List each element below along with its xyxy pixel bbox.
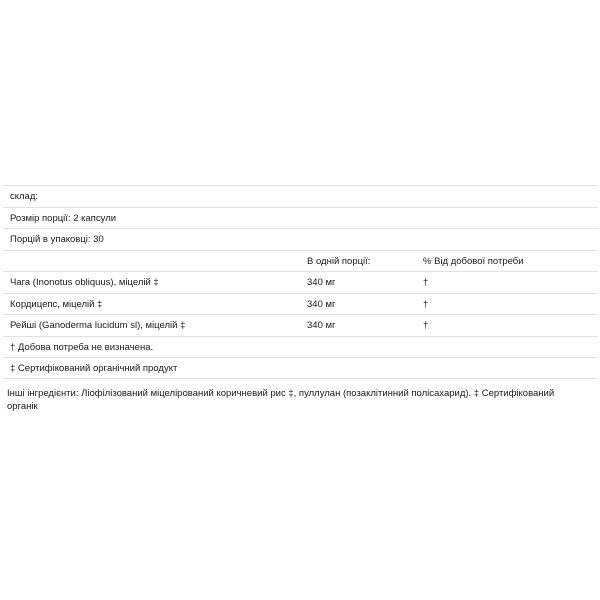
ingredient-name: Кордицепс, міцелій ‡	[10, 298, 103, 310]
ingredient-row	[3, 293, 598, 315]
serving-size-row	[3, 207, 598, 229]
ingredient-name: Рейші (Ganoderma lucidum sl), міцелій ‡	[10, 320, 186, 331]
other-ingredients: Інші інгредієнти: Ліофілізований міцелірований коричневий рис ‡, пуллулан (позаклітинний полісахарид). ‡ Сертифікований органік	[7, 388, 555, 412]
ingredient-amount: 340 мг	[307, 277, 336, 288]
footnote-organic: ‡ Сертифікований органічний продукт	[10, 363, 178, 374]
dv-column-header: % Від добової потреби	[423, 255, 524, 267]
footnote-dv: † Добова потреба не визначена.	[10, 341, 154, 353]
servings-per-container: Порцій в упаковці: 30	[10, 234, 104, 245]
footnote-row	[3, 357, 598, 379]
supplement-facts-table	[3, 185, 598, 379]
amount-column-header: В одній порції:	[307, 255, 371, 267]
ingredient-row	[3, 271, 598, 293]
column-header-row	[3, 250, 598, 272]
ingredient-dv: †	[423, 320, 429, 331]
facts-title: склад:	[10, 191, 39, 202]
ingredient-amount: 340 мг	[307, 320, 336, 331]
facts-title-row	[3, 185, 598, 207]
ingredient-name: Чага (Inonotus obliquus), міцелій ‡	[10, 277, 159, 288]
footnote-row	[3, 336, 598, 358]
servings-per-container-row	[3, 228, 598, 250]
serving-size: Розмір порції: 2 капсули	[10, 212, 117, 224]
ingredient-row	[3, 314, 598, 336]
ingredient-dv: †	[423, 277, 429, 288]
ingredient-amount: 340 мг	[307, 298, 336, 310]
ingredient-dv: †	[423, 298, 429, 310]
